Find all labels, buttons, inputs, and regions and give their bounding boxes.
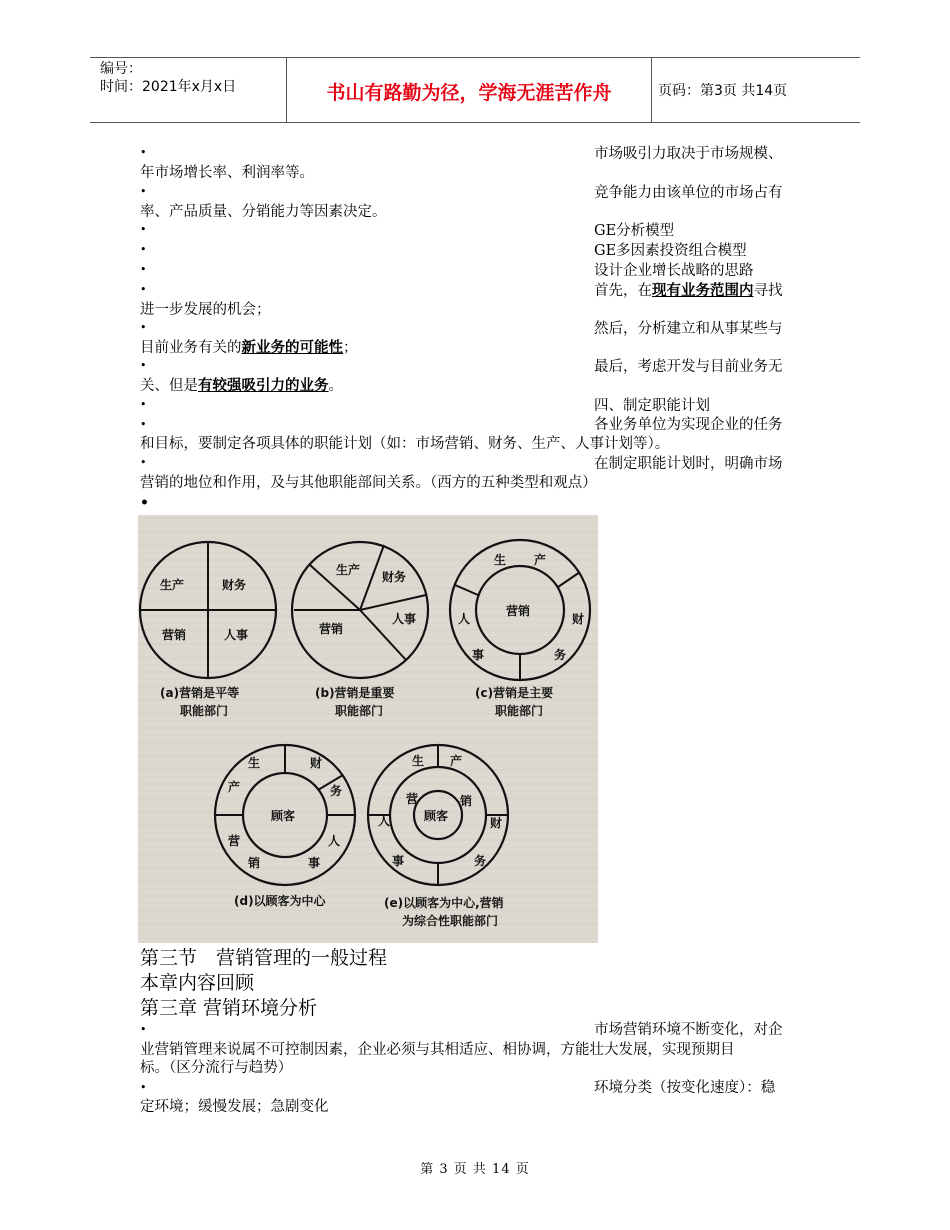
caption-a-2: 职能部门 [180,704,229,718]
label-wu: 务 [474,854,487,868]
underlined-term: 新业务的可能性 [241,340,343,356]
para-text: 关、但是有较强吸引力的业务。 [140,378,343,394]
header-meta [100,60,236,96]
para-text: 率、产品质量、分销能力等因素决定。 [140,204,387,220]
section-title: 第三节 营销管理的一般过程 [140,947,388,969]
label-ren: 人 [328,834,341,848]
label-prod: 生产 [160,578,185,592]
label-fin: 财务 [222,578,247,592]
bullet: • [140,223,147,236]
label-center: 顾客 [424,809,449,823]
label-wu: 务 [330,784,343,798]
para-text: 各业务单位为实现企业的任务 [594,417,783,433]
underlined-term: 现有业务范围内 [652,283,754,299]
caption-b-2: 职能部门 [335,704,384,718]
bullet: • [140,398,147,411]
para-text: 竞争能力由该单位的市场占有 [594,185,783,201]
label-fin: 财务 [382,570,407,584]
para-text: 设计企业增长战略的思路 [594,263,754,279]
label-cai: 财 [572,612,585,626]
label-chan: 产 [228,780,241,794]
label-cai: 财 [490,816,503,830]
review-title: 本章内容回顾 [140,972,255,994]
para-text: 市场营销环境不断变化，对企 [594,1022,783,1038]
bullet: • [140,1023,147,1036]
bullet: • [140,185,147,198]
label-ying: 营 [406,792,419,806]
caption-e: (e)以顾客为中心,营销 [384,896,504,910]
label-mkt: 营销 [319,622,344,636]
marketing-role-figure [138,515,598,943]
label-sheng: 生 [412,754,425,768]
label-ren: 人 [378,814,391,828]
bullet: • [140,495,149,511]
header-page-number: 页码：第3页 共14页 [658,83,788,99]
label-hr: 人事 [224,628,249,642]
para-text: 首先，在现有业务范围内寻找 [594,283,783,299]
label-cai: 财 [310,756,323,770]
bullet: • [140,1081,147,1094]
caption-c-2: 职能部门 [495,704,544,718]
para-text: 业营销管理来说属不可控制因素，企业必须与其相适应、相协调，方能壮大发展，实现预期目 [140,1042,735,1058]
label-ying: 营 [228,834,241,848]
caption-e-2: 为综合性职能部门 [402,914,499,928]
para-text: 进一步发展的机会； [140,302,271,318]
label-shi: 事 [392,854,405,868]
label-xiao: 销 [460,794,473,808]
header-number: 编号： [100,61,142,77]
para-text: 定环境；缓慢发展；急剧变化 [140,1099,329,1115]
label-center: 营销 [506,604,531,618]
label-xiao: 销 [248,856,261,870]
bullet: • [140,146,147,159]
label-sheng: 生 [248,756,261,770]
chapter-title: 第三章 营销环境分析 [140,997,318,1019]
para-text: 年市场增长率、利润率等。 [140,165,314,181]
page-footer: 第 3 页 共 14 页 [420,1162,530,1177]
header-top-rule [90,57,860,58]
label-ren: 人 [458,612,471,626]
header-motto: 书山有路勤为径，学海无涯苦作舟 [326,82,612,104]
para-text: 标。（区分流行与趋势） [140,1060,293,1076]
para-text: 环境分类（按变化速度）：稳 [594,1080,776,1096]
label-chan: 产 [450,754,463,768]
section-subheading: 四、制定职能计划 [594,398,710,414]
label-center: 顾客 [271,809,296,823]
bullet: • [140,321,147,334]
bullet: • [140,263,147,276]
underlined-term: 有较强吸引力的业务 [198,378,329,394]
label-chan: 产 [534,553,547,567]
label-shi: 事 [472,648,485,662]
caption-b: (b)营销是重要 [315,686,395,700]
label-sheng: 生 [494,553,507,567]
para-text: 营销的地位和作用，及与其他职能部间关系。（西方的五种类型和观点） [140,475,597,491]
caption-a: (a)营销是平等 [160,686,240,700]
header-divider-2 [651,57,652,122]
label-hr: 人事 [392,612,417,626]
para-text: 和目标，要制定各项具体的职能计划（如：市场营销、财务、生产、人事计划等）。 [140,436,670,452]
header-time: 时间：2021年x月x日 [100,79,237,95]
para-text: GE分析模型 [594,223,675,239]
bullet: • [140,243,147,256]
label-shi: 事 [308,856,321,870]
para-text: 最后，考虑开发与目前业务无 [594,359,783,375]
caption-c: (c)营销是主要 [475,686,554,700]
header-divider-1 [286,57,287,122]
bullet: • [140,359,147,372]
header-bottom-rule [90,122,860,123]
caption-d: (d)以顾客为中心 [234,894,326,908]
label-mkt: 营销 [162,628,187,642]
bullet: • [140,283,147,296]
para-text: 市场吸引力取决于市场规模、 [594,146,783,162]
para-text: 目前业务有关的新业务的可能性； [140,340,358,356]
label-prod: 生产 [336,563,361,577]
para-text: 在制定职能计划时，明确市场 [594,456,783,472]
label-wu: 务 [554,648,567,662]
para-text: 然后，分析建立和从事某些与 [594,321,783,337]
bullet: • [140,418,147,431]
para-text: GE多因素投资组合模型 [594,243,747,259]
bullet: • [140,456,147,469]
